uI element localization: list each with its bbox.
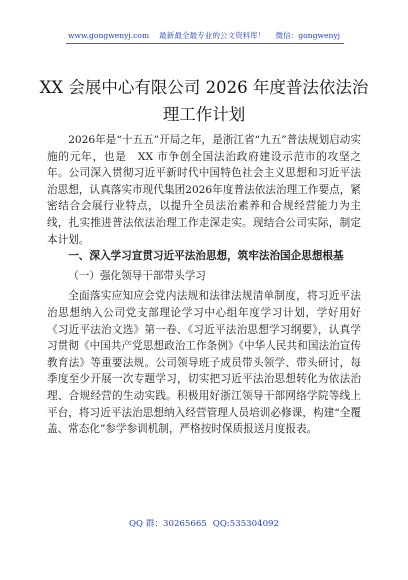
wechat-id: 微信：gongwenyj xyxy=(275,31,340,40)
site-slogan: 最新最全最专业的公文资料库！ xyxy=(159,31,266,40)
title-line-2: 理工作计划 xyxy=(162,105,246,124)
qq-number: QQ:535304092 xyxy=(212,519,279,529)
intro-paragraph: 2026年是“十五五”开局之年，是浙江省“九五”普法规划启动实施的元年，也是 XX 市争创全国法治政府建设示范市的攻坚之年。公司深入贯彻习近平新时代中国特色社会主义思想和习近平法治思想，认真落实市现代集团2026年度普法依法治理工作要点，紧密结合会展行业特点，以提升全员法治素养和合规经营能力为主线，扎实推进普法依法治理工作走深走实。现结合公司实际，制定本计划。 xyxy=(47,134,361,246)
document-title xyxy=(30,74,378,128)
site-header xyxy=(0,30,408,41)
subsection-heading-1: （一）强化领导干部带头学习 xyxy=(68,269,206,282)
body-paragraph: 全面落实应知应会党内法规和法律法规清单制度，将习近平法治思想纳入公司党支部理论学习中心组年度学习计划，学好用好《习近平法治文选》第一卷、《习近平法治思想学习纲要》，认真学习贯彻《中国共产党思想政治工作条例》《中华人民共和国法治宣传教育法》等重要法规。公司领导班子成员带头领学、带头研讨，每季度至少开展一次专题学习，切实把习近平法治思想转化为依法治理、合规经营的生动实践。积极用好浙江领导干部网络学院等线上平台，将习近平法治思想纳入经营管理人员培训必修课，构建“全覆盖、常态化”参学参训机制，严格按时保质报送月度报表。 xyxy=(47,290,361,436)
header-divider xyxy=(66,43,344,44)
title-line-1: XX 会展中心有限公司 2026 年度普法依法治 xyxy=(39,78,369,97)
qq-group: QQ 群：30265665 xyxy=(129,519,207,529)
section-heading-1: 一、深入学习宣贯习近平法治思想，筑牢法治国企思想根基 xyxy=(68,250,344,263)
document-body xyxy=(47,132,361,438)
site-url[interactable]: www.gongwenyj.com xyxy=(68,31,150,40)
contact-footer xyxy=(0,517,408,529)
